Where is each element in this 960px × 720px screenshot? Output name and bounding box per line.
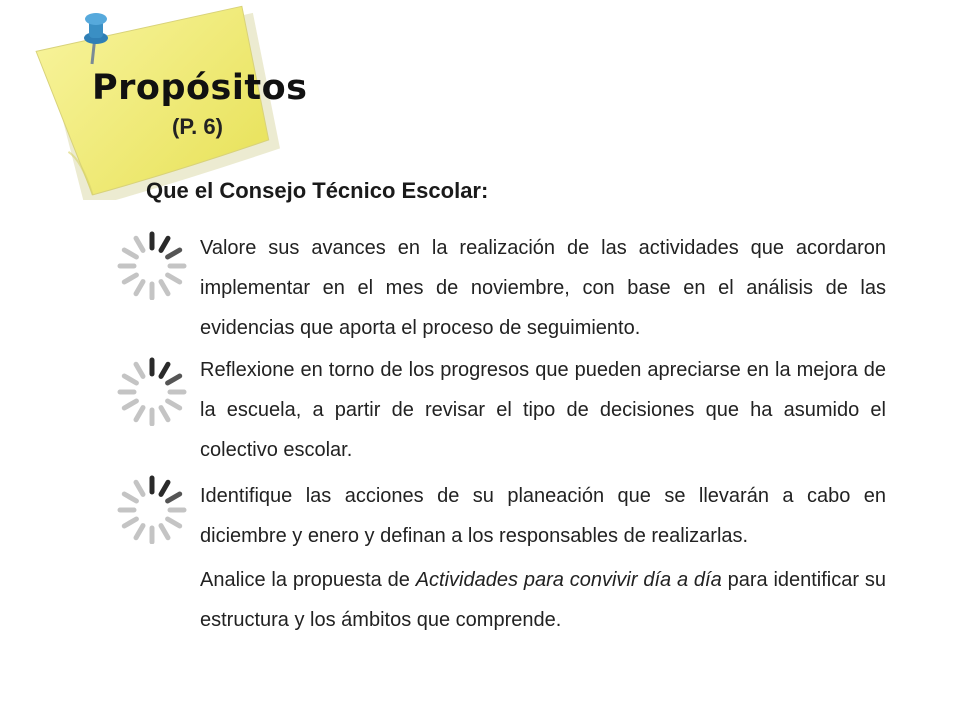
- loading-spinner-icon: [116, 472, 188, 544]
- spinner-tick: [136, 482, 143, 494]
- item-text-after: para identificar su estructura y los ámbitos que comprende.: [200, 569, 886, 631]
- spinner-tick: [124, 250, 136, 257]
- spinner-tick: [136, 526, 143, 538]
- spinner-tick: [136, 364, 143, 376]
- spinner-tick: [161, 282, 168, 294]
- spinner-tick: [168, 250, 180, 257]
- spinner-tick: [168, 401, 180, 408]
- spinner-tick: [168, 494, 180, 501]
- spinner-tick: [168, 519, 180, 526]
- spinner-tick: [161, 482, 168, 494]
- lead-heading: Que el Consejo Técnico Escolar:: [146, 178, 489, 203]
- list-item: Reflexione en torno de los progresos que pueden apreciarse en la mejora de la escuela, a partir de revisar el tipo de decisiones que ha asumido el colectivo escolar.: [200, 359, 886, 461]
- spinner-tick: [136, 408, 143, 420]
- spinner-tick: [161, 526, 168, 538]
- spinner-tick: [136, 282, 143, 294]
- spinner-tick: [161, 238, 168, 250]
- spinner-tick: [161, 408, 168, 420]
- loading-spinner-icon: [116, 228, 188, 300]
- spinner-tick: [136, 238, 143, 250]
- list-item: Valore sus avances en la realización de las actividades que acordaron implementar en el mes de noviembre, con base en el análisis de las evidencias que aporta el proceso de seguimiento.: [200, 237, 886, 339]
- list-item: [200, 560, 886, 640]
- spinner-tick: [124, 519, 136, 526]
- spinner-tick: [168, 376, 180, 383]
- spinner-tick: [168, 275, 180, 282]
- spinner-tick: [124, 494, 136, 501]
- page-title: Propósitos: [92, 68, 308, 108]
- spinner-tick: [124, 401, 136, 408]
- spinner-tick: [161, 364, 168, 376]
- spinner-tick: [124, 376, 136, 383]
- item-text-italic: Actividades para convivir día a día: [415, 569, 722, 591]
- loading-spinner-icon: [116, 354, 188, 426]
- item-text-before: Analice la propuesta de: [200, 569, 416, 591]
- page-subtitle: (P. 6): [172, 114, 223, 139]
- list-item: Identifique las acciones de su planeación que se llevarán a cabo en diciembre y enero y definan a los responsables de realizarlas.: [200, 485, 886, 547]
- spinner-tick: [124, 275, 136, 282]
